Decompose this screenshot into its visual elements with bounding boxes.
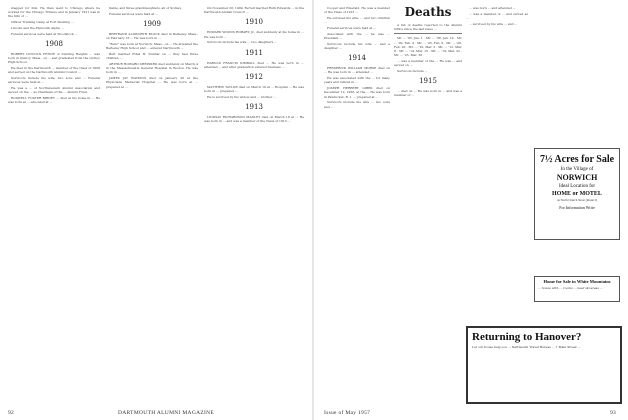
right-column-3: ... was born ... and attended ... ... was a member of ... and served as ... ... survived by his wife ... and ...: [466, 6, 528, 26]
acres-ad-subhead-2: NORWICH: [556, 173, 598, 182]
acres-ad-subhead-4: HOME or MOTEL: [552, 191, 602, 197]
year-heading-1911: 1911: [245, 48, 263, 57]
right-page-number: 93: [610, 410, 617, 416]
returning-ad-body: Let our house help you ... Dartmouth Travel Bureau ... 7 Main Street ...: [472, 345, 581, 349]
year-heading-1908: 1908: [45, 40, 63, 48]
acres-for-sale-ad: [534, 148, 620, 240]
returning-ad-headline: Returning to Hanover?: [472, 331, 582, 343]
left-column-1: stagged for him. He then went to Chicago where he worked for the Chicago Tribune and in January 1921 was in the firm of ... Officer Training Camp at Fort Snelling ... Lincoln and the Plymouth Alpha ... Funeral services were held at Woodstock ... 1908 ROBERT LINCOLN FENNE of Sterling Heights ... was born in Quincy, Mass., on ... and graduated from the Quincy High School. He died in the Dartmouth ... member of the Class of 1908 and served on the Dartmouth Alumni Council ... Survivors include his wife, two sons and ... Funeral services were held at ... He was a ... of Northwestern Alumni Association and served on the ... as Chairman of the ... Alumni Fund. ROSWELL FOSTER BIRNEY ... died at his home in ... He was born at ... educated at ...: [8, 6, 100, 105]
year-heading-1914: 1914: [348, 54, 366, 63]
acres-ad-headline: 7½ Acres for Sale: [539, 154, 615, 165]
divider: [394, 33, 462, 34]
year-heading-1913: 1913: [245, 103, 263, 112]
right-page: [314, 0, 628, 420]
year-heading-1912: 1912: [245, 73, 263, 82]
ski-home-ad-body: ... house with ... rooms ... near ski areas ...: [538, 286, 603, 290]
magazine-title-footer: DARTMOUTH ALUMNI MAGAZINE: [118, 410, 215, 416]
right-column-1: Cooper and Emerald. He was a member of the Class of 1913 ... He survived his wife, ... and two children ... Funeral services were held at ... Associated with the ... he was ... President ... Survivors include his wife ... and a daughter ... 1914 FREDERICK WILLIAM MORSE died on ... He was born in ... attended ... He was associated with the ... for many years and retired in ... JOSEPH HERBERT GIBBS died on December 12, 1956, at the ... He was born in Pawtucket, R. I. ... prepared at ... Survivors include his wife ... two sons and ...: [324, 6, 390, 109]
acres-ad-subhead-3: Ideal Location for: [558, 184, 596, 189]
acres-ad-detail: on North Church Street (Route 5): [556, 198, 598, 202]
left-column-3: On November 28, 1909, Ferrell married Ruth Edwards ... in the Dartmouth Alumni Council ... 1910 EDWARD WOODS HOBART, Jr., died suddenly at his home in ... He was born ... Survivors include his wife ... two daughters ... 1911 HAROLD FRANCIS KIMBALL died ... He was born in ... attended ... and after graduation entered business ... 1912 MATTHEW TAYLOR died on March 19 at ... Hospital ... He was born at ... prepared ... He is survived by his widow and ... brother ... 1913 LINDSAY RICHARDSON MANLEY died on March 18 at ... He was born in ... and was a member of the Class of 1913 ...: [204, 6, 304, 124]
ski-home-ad-headline: Home for Sale in White Mountains: [543, 279, 611, 284]
year-heading-1909: 1909: [143, 20, 161, 28]
year-heading-1915: 1915: [419, 77, 437, 86]
deaths-heading: Deaths: [404, 6, 452, 19]
year-heading-1910: 1910: [245, 18, 263, 27]
issue-label-footer: Issue of May 1957: [324, 410, 371, 416]
right-column-2: Deaths A list of deaths reported to the Alumni Office since the last issue ... Mr. ... '95, Jan. 1 · Mr. ... '98, Jan. 14 · Mr. ... '02, Feb. 4 · Mr. ... '05, Feb. 9 · Mr. ... '08, Feb. 20 · Mr. ... '10, Mar. 2 · Mr. ... '12, Mar. 8 · Mr. ... '14, Mar. 15 · Mr. ... '19, Mar. 22 · Mr. ... '23, Mar. 30 ... was a member of the ... He was ... and served on ... Survivors include ... 1915 ... died on ... He was born in ... and was a member of ...: [394, 6, 462, 98]
left-page-number: 92: [8, 410, 15, 416]
acres-ad-contact: For Information Write: [559, 205, 595, 210]
returning-to-hanover-ad: [466, 326, 622, 404]
ski-home-ad: [534, 276, 620, 302]
acres-ad-subhead-1: In the Village of: [560, 167, 594, 172]
left-column-2: tlable, and three granddaughters, all of Sydney. Funeral services were held at ... 1909 BERTRAND ALDWORTH BLOCK died in Berkeley, Mass., on February 16 ... He was born in ... "Buzz" was born at Norwich, Mass., on ... He attended the Berkeley High School and ... entered Dartmouth ... Bert married Ethel H. Dunbar on ... they had three children ... ARTHUR HOWARD SHEPPARD died suddenly on March 4 in the Massachusetts General Hospital in Boston. He was born in ... JAMES JAY WATKINS died on January 26 at the Physicians Memorial Hospital ... He was born at ... prepared at ...: [106, 6, 198, 89]
